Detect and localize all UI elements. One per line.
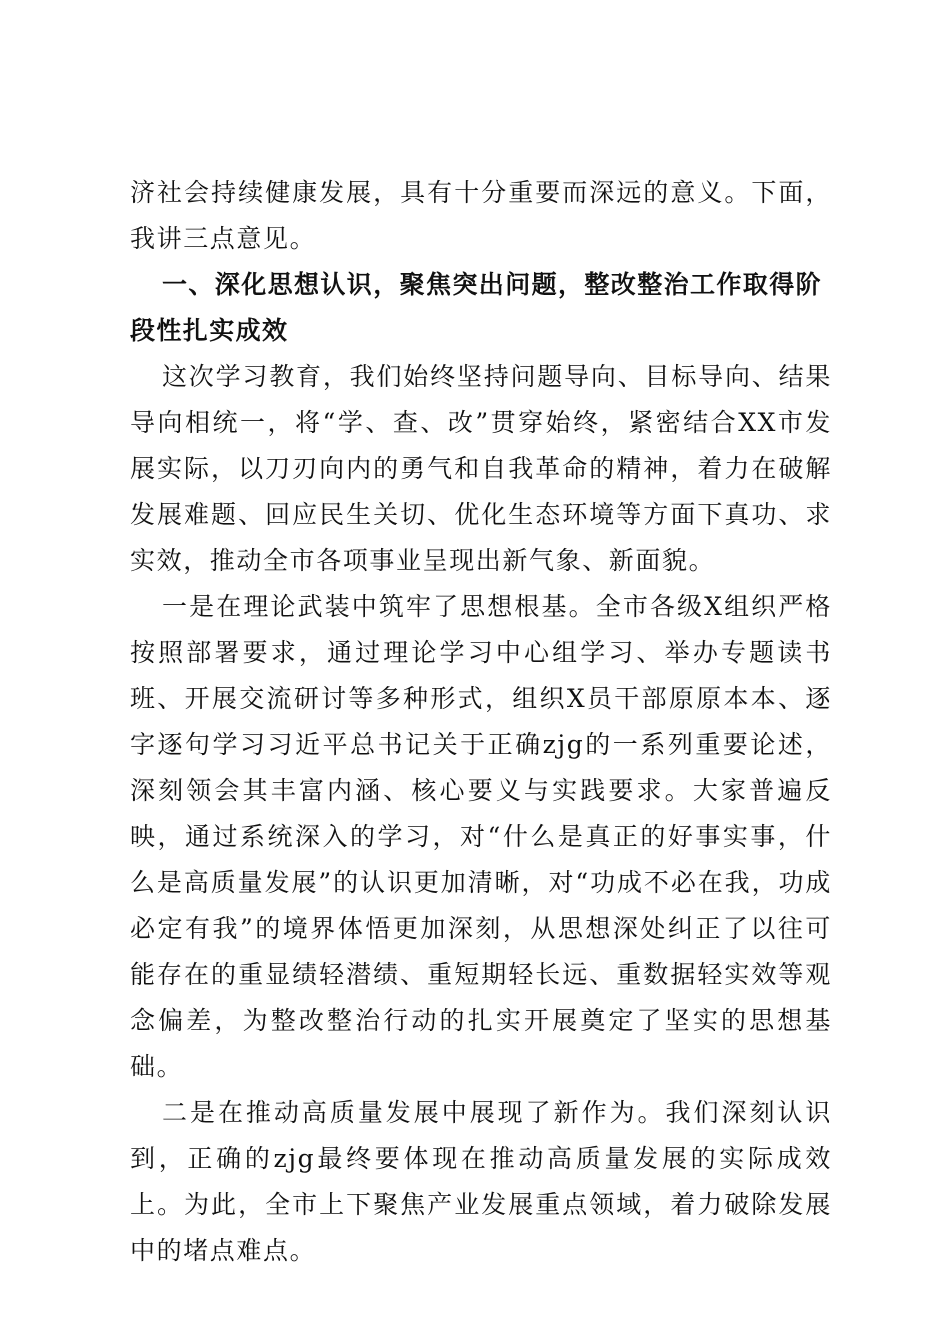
paragraph-point-two: 二是在推动高质量发展中展现了新作为。我们深刻认识到，正确的zjg最终要体现在推动高质量发展的实际成效上。为此，全市上下聚焦产业发展重点领域，着力破除发展中的堵点难点。 [130, 1098, 832, 1265]
document-body [130, 170, 832, 1274]
paragraph-intro-continuation: 济社会持续健康发展，具有十分重要而深远的意义。下面，我讲三点意见。 [130, 178, 832, 253]
paragraph-learning-overview: 这次学习教育，我们始终坚持问题导向、目标导向、结果导向相统一，将“学、查、改”贯穿始终，紧密结合XX市发展实际，以刀刃向内的勇气和自我革命的精神，着力在破解发展难题、回应民生关切、优化生态环境等方面下真功、求实效，推动全市各项事业呈现出新气象、新面貌。 [130, 362, 832, 575]
section-heading-one: 一、深化思想认识，聚焦突出问题，整改整治工作取得阶段性扎实成效 [130, 270, 823, 345]
paragraph-point-one: 一是在理论武装中筑牢了思想根基。全市各级X组织严格按照部署要求，通过理论学习中心组学习、举办专题读书班、开展交流研讨等多种形式，组织X员干部原原本本、逐字逐句学习习近平总书记关于正确zjg的一系列重要论述，深刻领会其丰富内涵、核心要义与实践要求。大家普遍反映，通过系统深入的学习，对“什么是真正的好事实事，什么是高质量发展”的认识更加清晰，对“功成不必在我，功成必定有我”的境界体悟更加深刻，从思想深处纠正了以往可能存在的重显绩轻潜绩、重短期轻长远、重数据轻实效等观念偏差，为整改整治行动的扎实开展奠定了坚实的思想基础。 [130, 592, 832, 1081]
